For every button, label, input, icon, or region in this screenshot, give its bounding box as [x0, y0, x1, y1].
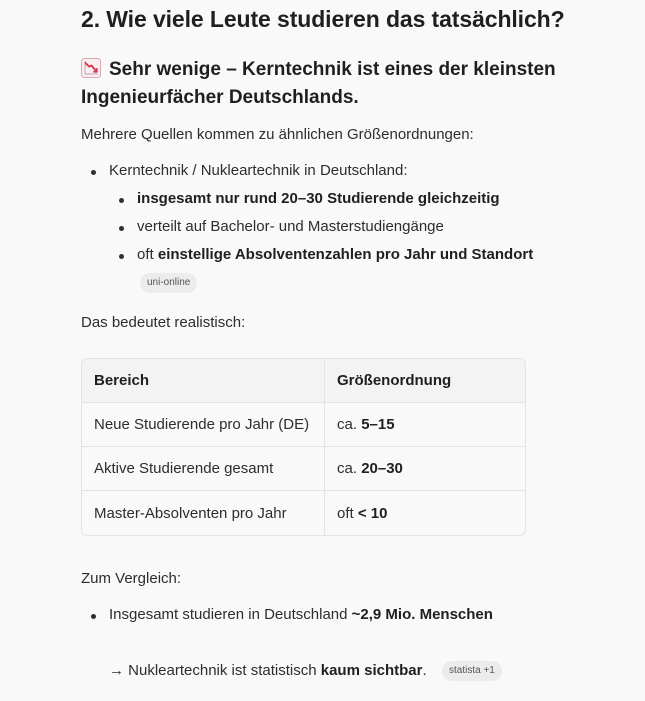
list-item-bold: insgesamt nur rund 20–30 Studierende gleichzeitig	[137, 190, 500, 207]
section-heading: 2. Wie viele Leute studieren das tatsächlich?	[81, 6, 565, 32]
table-row	[82, 491, 525, 535]
subheading-text: Sehr wenige – Kerntechnik ist eines der kleinsten Ingenieurfächer Deutschlands.	[81, 59, 556, 108]
list-item: oft einstellige Absolventenzahlen pro Jahr und Standort	[137, 246, 534, 263]
source-chip-uni-online[interactable]: uni-online	[140, 273, 197, 293]
size-table	[81, 358, 526, 536]
table-cell-value: ca. 20–30	[325, 447, 525, 491]
list-bullet	[119, 226, 124, 231]
table-cell-value: oft < 10	[325, 491, 525, 535]
table-cell-value: ca. 5–15	[325, 403, 525, 447]
table-header-row	[82, 359, 525, 403]
table-header-groessenordnung: Größenordnung	[325, 359, 525, 403]
list-bullet	[91, 170, 96, 175]
list-bullet	[91, 614, 96, 619]
comparison-heading: Zum Vergleich:	[81, 570, 182, 587]
table-cell-label: Neue Studierende pro Jahr (DE)	[82, 403, 325, 447]
table-cell-label: Master-Absolventen pro Jahr	[82, 491, 325, 535]
subheading	[81, 56, 601, 112]
list-bullet	[119, 198, 124, 203]
conclusion-text: → Nukleartechnik ist statistisch kaum sichtbar.	[109, 662, 427, 679]
list-item: Insgesamt studieren in Deutschland ~2,9 Mio. Menschen	[109, 606, 493, 623]
list-item-bold: ~2,9 Mio. Menschen	[351, 606, 493, 623]
list-item: Kerntechnik / Nukleartechnik in Deutschland:	[109, 162, 408, 179]
meaning-text: Das bedeutet realistisch:	[81, 314, 246, 331]
list-item-bold: einstellige Absolventenzahlen pro Jahr und Standort	[157, 246, 534, 263]
table-row	[82, 403, 525, 447]
chart-decreasing-icon	[81, 58, 101, 78]
table-header-bereich: Bereich	[82, 359, 325, 403]
table-row	[82, 447, 525, 491]
list-item	[137, 190, 500, 207]
table-cell-label: Aktive Studierende gesamt	[82, 447, 325, 491]
source-chip-statista[interactable]: statista +1	[442, 661, 502, 681]
list-bullet	[119, 254, 124, 259]
intro-text: Mehrere Quellen kommen zu ähnlichen Größenordnungen:	[81, 126, 474, 143]
list-item: verteilt auf Bachelor- und Masterstudiengänge	[137, 218, 444, 235]
